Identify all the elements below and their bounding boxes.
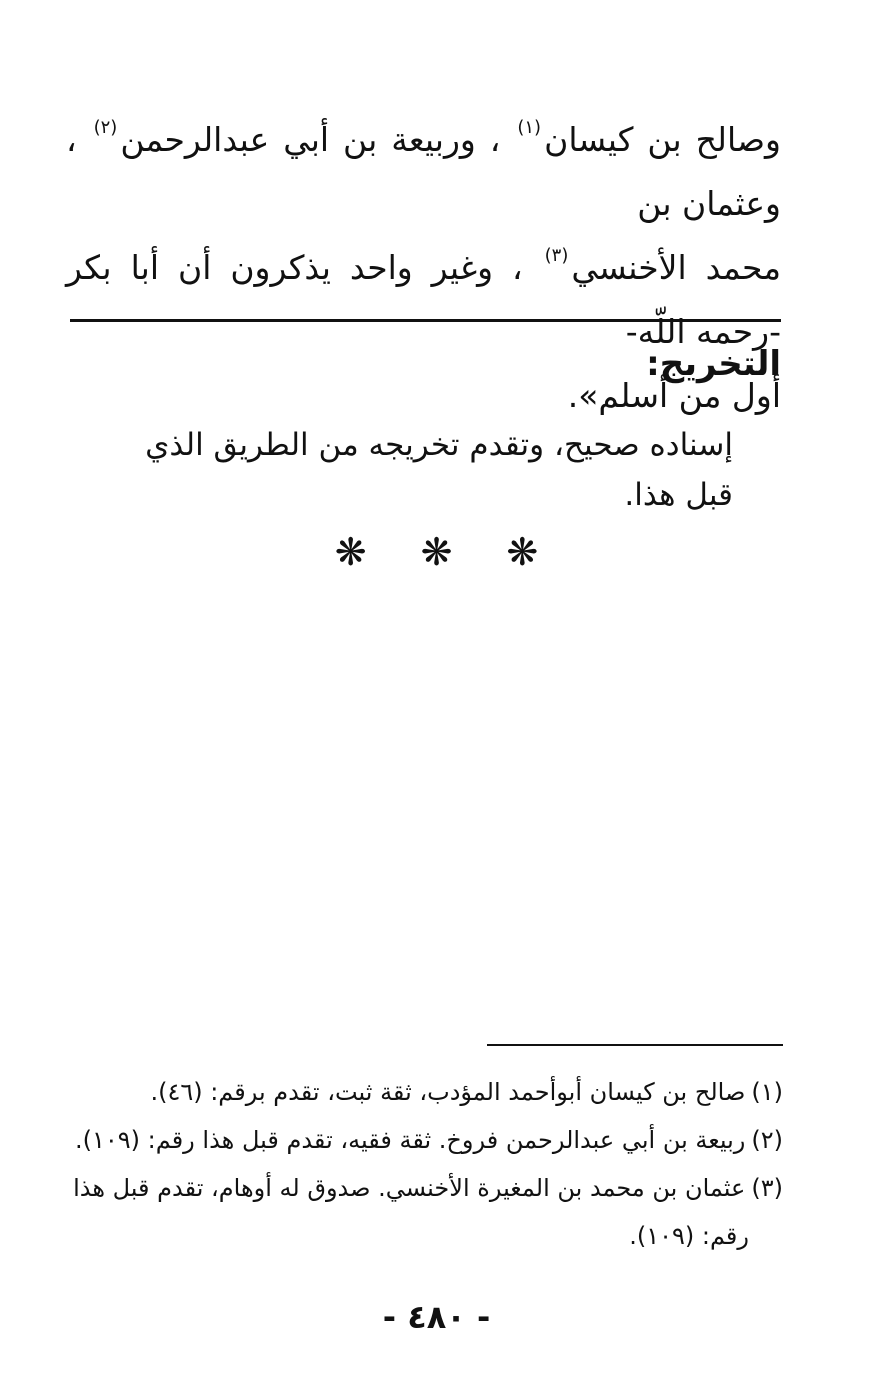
footnote-marker-2: (٢) bbox=[93, 117, 118, 138]
section-text: إسناده صحيح، وتقدم تخريجه من الطريق الذي قبل هذا. bbox=[145, 427, 733, 513]
text-segment: ، وعثمان بن bbox=[66, 120, 781, 223]
main-line-3: أول من أسلم». bbox=[567, 376, 781, 415]
footnote-item bbox=[72, 1164, 783, 1260]
footnote-text: عثمان بن محمد بن المغيرة الأخنسي. صدوق له أوهام، تقدم قبل هذا bbox=[73, 1174, 746, 1202]
asterism-icon: ❋ bbox=[506, 530, 539, 574]
footnote-item bbox=[72, 1068, 783, 1116]
footnote-marker-1: (١) bbox=[517, 117, 542, 138]
footnote-item bbox=[72, 1116, 783, 1164]
text-segment: ، وربيعة بن أبي عبدالرحمن bbox=[120, 120, 501, 159]
footnote-marker-3: (٣) bbox=[544, 245, 569, 266]
section-heading: التخريج: bbox=[646, 344, 781, 384]
text-segment: محمد الأخنسي bbox=[571, 248, 781, 287]
main-line-1 bbox=[66, 108, 781, 236]
footnote-text: صالح بن كيسان أبوأحمد المؤدب، ثقة ثبت، تقدم برقم: (٤٦). bbox=[150, 1078, 746, 1106]
footnote-divider bbox=[487, 1044, 783, 1046]
asterism-icon: ❋ bbox=[420, 530, 453, 574]
footnote-number: (٢) bbox=[751, 1126, 783, 1154]
section-divider bbox=[70, 319, 781, 322]
page-number: - ٤٨٠ - bbox=[382, 1298, 491, 1336]
footnotes bbox=[72, 1068, 783, 1260]
footnote-text: ربيعة بن أبي عبدالرحمن فروخ. ثقة فقيه، تقدم قبل هذا رقم: (١٠٩). bbox=[74, 1126, 746, 1154]
footnote-number: (٣) bbox=[751, 1174, 783, 1202]
footnote-number: (١) bbox=[751, 1078, 783, 1106]
footnote-continuation: رقم: (١٠٩). bbox=[629, 1222, 749, 1250]
text-segment: وصالح بن كيسان bbox=[544, 120, 781, 159]
asterism-icon: ❋ bbox=[334, 530, 367, 574]
text-segment: ، وغير واحد يذكرون أن أبا بكر -رحمه اللّه- bbox=[66, 248, 781, 351]
star-separator bbox=[0, 530, 873, 574]
